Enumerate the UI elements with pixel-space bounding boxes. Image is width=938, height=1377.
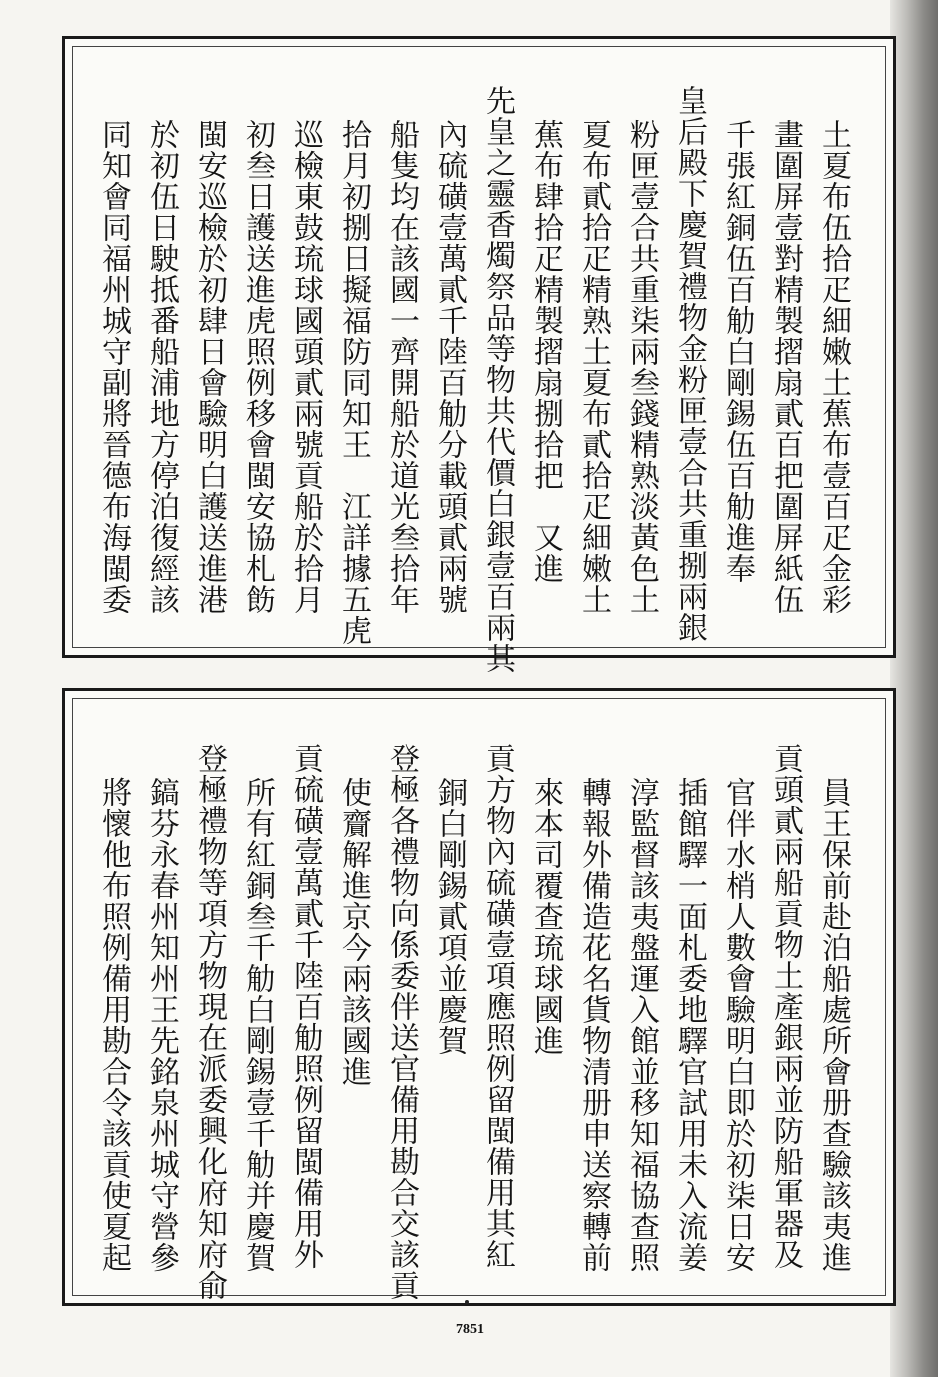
text-columns — [65, 39, 893, 674]
text-column: 土夏布伍拾疋細嫩土蕉布壹百疋金彩 — [816, 119, 851, 615]
binding-shadow — [890, 0, 938, 1377]
text-column: 貢硫磺壹萬貳千陸百觔照例留閩備用外 — [288, 743, 323, 1270]
text-column: 夏布貳拾疋精熟土夏布貳拾疋細嫩土 — [576, 119, 611, 615]
text-column: 淳監督該夷盤運入館並移知福協查照 — [624, 777, 659, 1273]
text-column: 鎬芬永春州知州王先銘泉州城守營參 — [144, 777, 179, 1273]
top-text-panel — [62, 36, 896, 674]
text-column: 於初伍日駛抵番船浦地方停泊復經該 — [144, 119, 179, 615]
text-column: 來本司覆查琉球國進 — [528, 777, 563, 1056]
page-number: 7851 — [456, 1322, 484, 1337]
text-column: 蕉布肆拾疋精製摺扇捌拾把 又進 — [528, 119, 563, 584]
bottom-text-panel — [62, 688, 896, 1306]
text-column: 官伴水梢人數會驗明白即於初柒日安 — [720, 777, 755, 1273]
text-column: 貢頭貳兩船貢物土產銀兩並防船軍器及 — [768, 743, 803, 1270]
text-column: 千張紅銅伍百觔白剛錫伍百觔進奉 — [720, 119, 755, 584]
text-column: 使齎解進京今兩該國進 — [336, 777, 371, 1087]
text-column: 登極禮物等項方物現在派委興化府知府俞 — [192, 743, 227, 1301]
text-column: 插館驛一面札委地驛官試用未入流姜 — [672, 777, 707, 1273]
text-column: 粉匣壹合共重柒兩叁錢精熟淡黃色土 — [624, 119, 659, 615]
text-column: 將懷他布照例備用勘合令該貢使夏起 — [96, 777, 131, 1273]
text-column: 畫圍屏壹對精製摺扇貳百把圍屏紙伍 — [768, 119, 803, 615]
text-columns — [65, 691, 893, 1303]
text-column: 員王保前赴泊船處所會册查驗該夷進 — [816, 777, 851, 1273]
text-column: 船隻均在該國一齊開船於道光叁拾年 — [384, 119, 419, 615]
text-column: 先皇之靈香燭祭品等物共代價白銀壹百兩其 — [480, 85, 515, 674]
text-column: 銅白剛錫貳項並慶賀 — [432, 777, 467, 1056]
text-column: 初叁日護送進虎照例移會閩安協札飭 — [240, 119, 275, 615]
text-column: 拾月初捌日擬福防同知王 江詳據五虎 — [336, 119, 371, 646]
text-column: 巡檢東鼓琉球國頭貳兩號貢船於拾月 — [288, 119, 323, 615]
punch-mark — [465, 1300, 469, 1304]
text-column: 登極各禮物向係委伴送官備用勘合交該貢 — [384, 743, 419, 1301]
text-column: 轉報外備造花名貨物清册申送察轉前 — [576, 777, 611, 1273]
text-column: 內硫磺壹萬貳千陸百觔分載頭貳兩號 — [432, 119, 467, 615]
text-column: 閩安巡檢於初肆日會驗明白護送進港 — [192, 119, 227, 615]
text-column: 同知會同福州城守副將晉德布海閩委 — [96, 119, 131, 615]
text-column: 貢方物內硫磺壹項應照例留閩備用其紅 — [480, 743, 515, 1270]
text-column: 皇后殿下慶賀禮物金粉匣壹合共重捌兩銀 — [672, 85, 707, 643]
text-column: 所有紅銅叁千觔白剛錫壹千觔并慶賀 — [240, 777, 275, 1273]
